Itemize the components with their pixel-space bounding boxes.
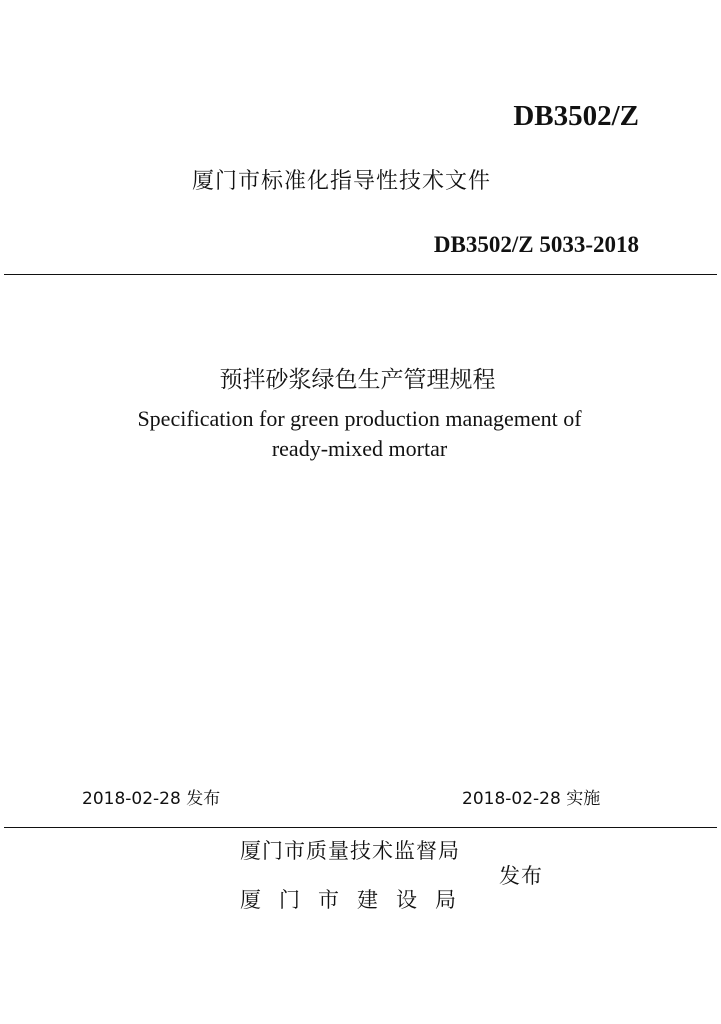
effective-date: 2018-02-28 实施 bbox=[462, 789, 601, 809]
title-english-line-2: ready-mixed mortar bbox=[271, 436, 448, 461]
publish-label: 发布 bbox=[499, 864, 543, 888]
bottom-divider bbox=[4, 827, 717, 828]
top-divider bbox=[4, 274, 717, 275]
issuing-org-quality-bureau: 厦门市质量技术监督局 bbox=[240, 839, 460, 863]
title-chinese: 预拌砂浆绿色生产管理规程 bbox=[219, 367, 496, 393]
series-code: DB3502/Z bbox=[513, 100, 639, 132]
issue-date: 2018-02-28 发布 bbox=[82, 789, 221, 809]
issuing-org-construction-bureau: 厦门市建设局 bbox=[240, 888, 474, 912]
document-type-heading: 厦门市标准化指导性技术文件 bbox=[192, 169, 492, 194]
title-english bbox=[0, 404, 721, 464]
document-number: DB3502/Z 5033-2018 bbox=[433, 232, 639, 257]
title-english-line-1: Specification for green production management of bbox=[137, 406, 582, 431]
